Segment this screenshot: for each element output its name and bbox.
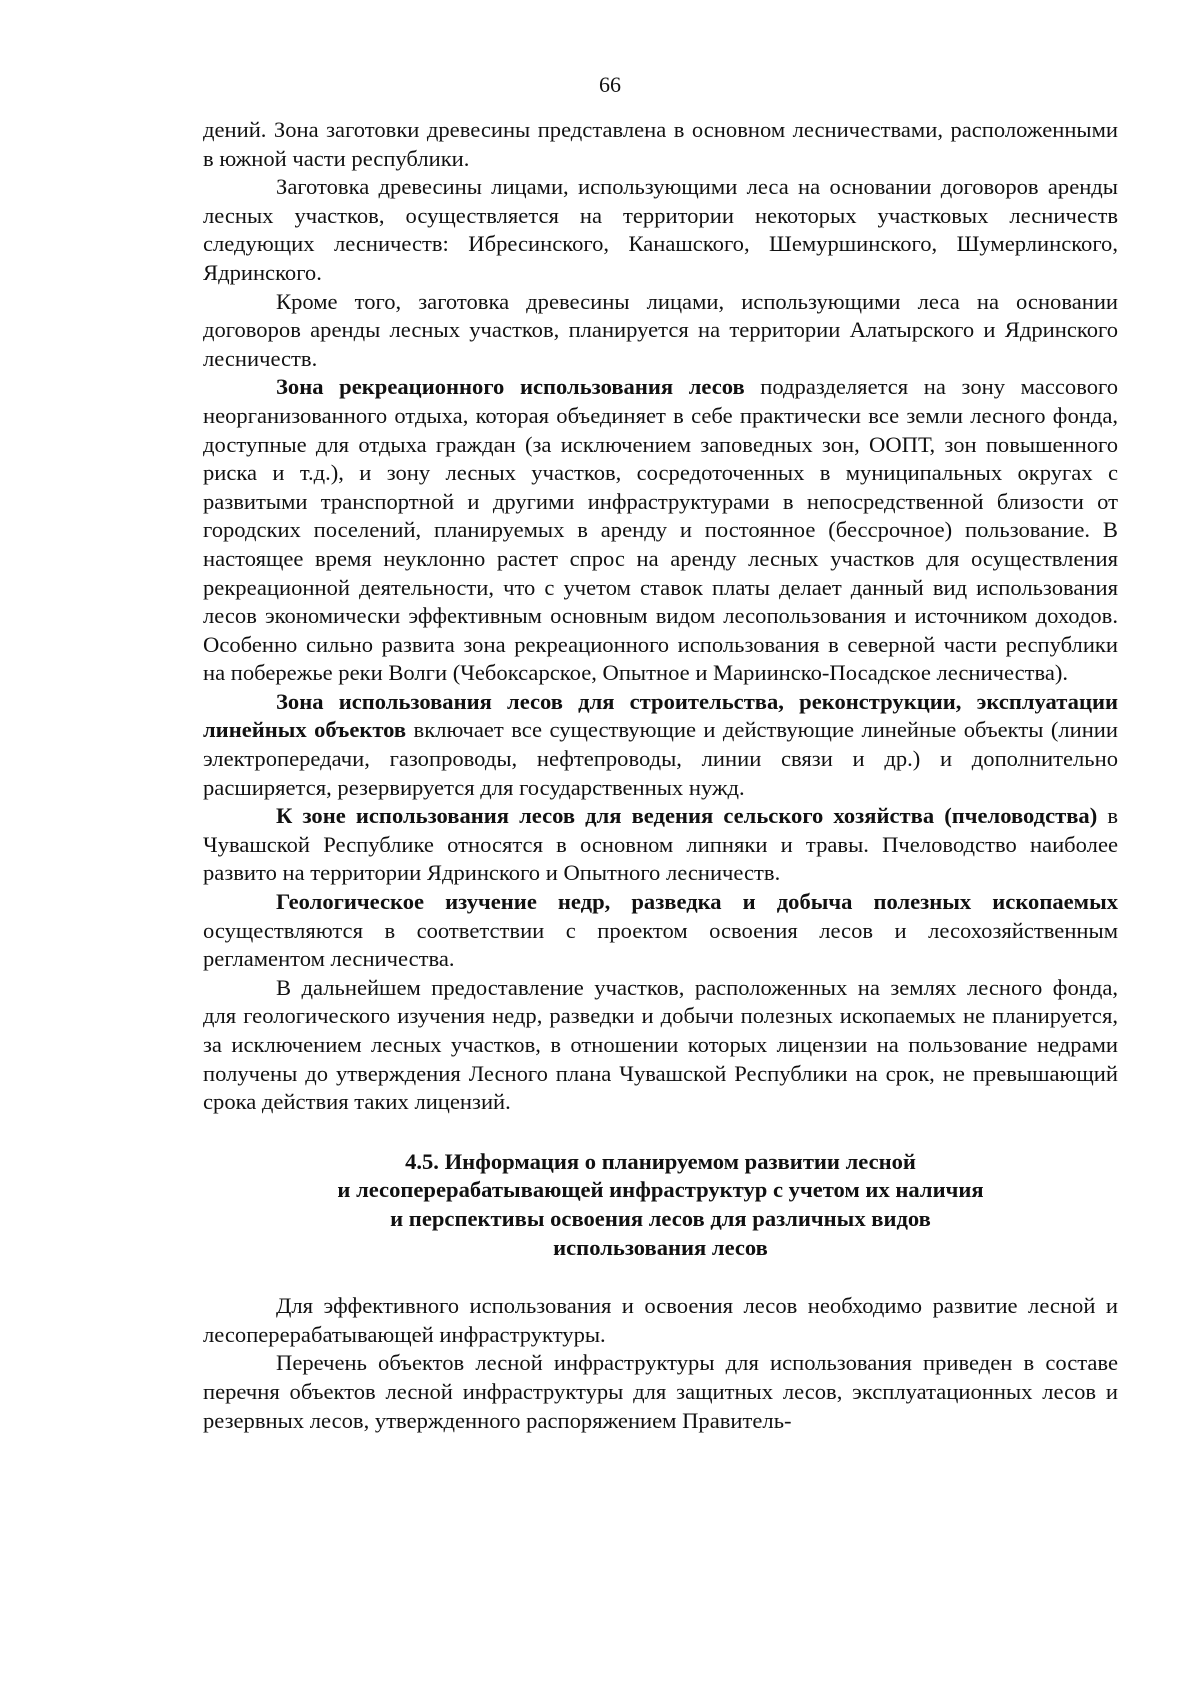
paragraph-bold-lead: Зона рекреационного использования лесов xyxy=(276,374,745,400)
paragraph-text: в Чувашской Республике относятся в основном липняки и травы. Пчеловодство наиболее развито на территории Ядринского и Опытного лесничеств. xyxy=(203,803,1118,886)
paragraph xyxy=(203,116,1118,173)
paragraph xyxy=(203,974,1118,1117)
paragraph xyxy=(203,288,1118,374)
paragraph xyxy=(203,1349,1118,1435)
paragraph-group-bottom xyxy=(203,1292,1118,1435)
paragraph-bold-lead: К зоне использования лесов для ведения сельского хозяйства (пчеловодства) xyxy=(276,803,1098,829)
page-number: 66 xyxy=(599,72,621,97)
section-heading-line: использования лесов xyxy=(553,1234,768,1260)
paragraph-text: Кроме того, заготовка древесины лицами, использующими леса на основании договоров аренды лесных участков, планируется на территории Алатырского и Ядринского лесничеств. xyxy=(203,288,1118,371)
paragraph-text: В дальнейшем предоставление участков, расположенных на землях лесного фонда, для геологического изучения недр, разведки и добычи полезных ископаемых не планируется, за исключением лесных участков, в отношении которых лицензии на пользование недрами получены до утверждения Лесного плана Чувашской Республики на срок, не превышающий срока действия таких лицензий. xyxy=(203,974,1118,1115)
section-heading-line: 4.5. Информация о планируемом развитии лесной xyxy=(405,1148,916,1174)
paragraph-text: осуществляются в соответствии с проектом освоения лесов и лесохозяйственным регламентом лесничества. xyxy=(203,917,1118,972)
paragraph-bold-lead: Зона использования лесов для строительства, реконструкции, эксплуатации линейных объектов xyxy=(203,688,1118,743)
paragraph xyxy=(203,373,1118,688)
paragraph xyxy=(203,173,1118,287)
section-heading-line: и перспективы освоения лесов для различных видов xyxy=(390,1205,931,1231)
paragraph xyxy=(203,888,1118,974)
paragraph-text: подразделяется на зону массового неорганизованного отдыха, которая объединяет в себе практически все земли лесного фонда, доступные для отдыха граждан (за исключением заповедных зон, ООПТ, зон повышенного риска и т.д.), и зону лесных участков, сосредоточенных в муниципальных округах с развитыми транспортной и другими инфраструктурами в непосредственной близости от городских поселений, планируемых в аренду и постоянное (бессрочное) пользование. В настоящее время неуклонно растет спрос на аренду лесных участков для осуществления рекреационной деятельности, что с учетом ставок платы делает данный вид использования лесов экономически эффективным основным видом лесопользования и источником доходов. Особенно сильно развита зона рекреационного использования в северной части республики на побережье реки Волги (Чебоксарское, Опытное и Мариинско-Посадское лесничества). xyxy=(203,374,1118,686)
section-heading-line: и лесоперерабатывающей инфраструктур с учетом их наличия xyxy=(337,1177,984,1203)
paragraph-group-top xyxy=(203,116,1118,1117)
paragraph-text: дений. Зона заготовки древесины представлена в основном лесничествами, расположенными в южной части республики. xyxy=(203,117,1118,171)
paragraph-text: Для эффективного использования и освоения лесов необходимо развитие лесной и лесоперерабатывающей инфраструктуры. xyxy=(203,1293,1118,1347)
document-body xyxy=(203,116,1118,1435)
paragraph-text: Заготовка древесины лицами, использующими леса на основании договоров аренды лесных участков, осуществляется на территории некоторых участковых лесничеств следующих лесничеств: Ибресинского, Канашского, Шемуршинского, Шумерлинского, Ядринского. xyxy=(203,174,1118,285)
paragraph xyxy=(203,1292,1118,1349)
paragraph-bold-lead: Геологическое изучение недр, разведка и добыча полезных ископаемых xyxy=(276,889,1118,915)
paragraph xyxy=(203,802,1118,888)
paragraph-text: Перечень объектов лесной инфраструктуры для использования приведен в составе перечня объектов лесной инфраструктуры для защитных лесов, эксплуатационных лесов и резервных лесов, утвержденного распоряжением Правитель- xyxy=(203,1350,1118,1433)
paragraph xyxy=(203,688,1118,802)
section-heading xyxy=(203,1148,1118,1262)
paragraph-text: включает все существующие и действующие линейные объекты (линии электропередачи, газопроводы, нефтепроводы, линии связи и др.) и дополнительно расширяется, резервируется для государственных нужд. xyxy=(203,717,1118,800)
